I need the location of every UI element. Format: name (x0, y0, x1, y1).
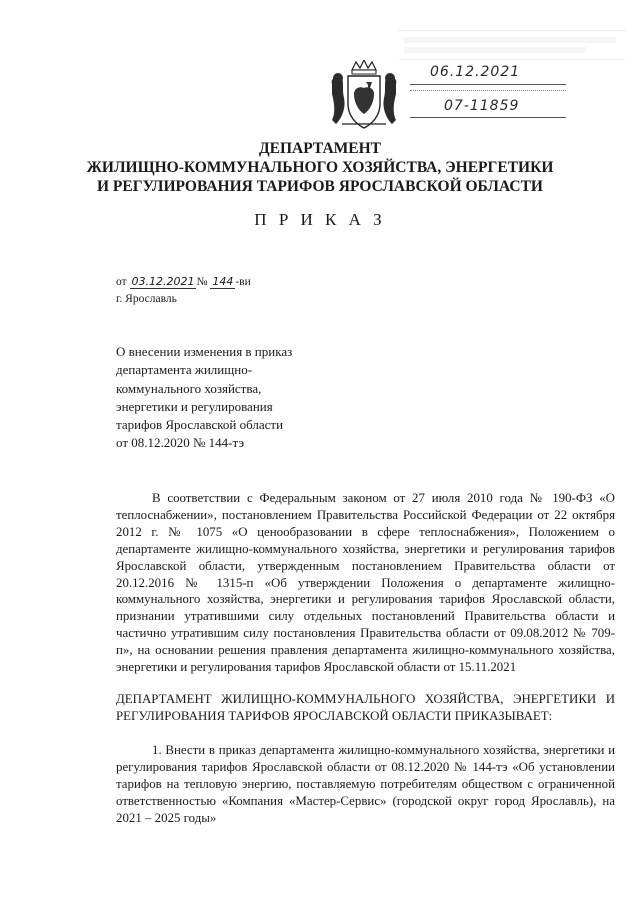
body-paragraph-item1 (116, 742, 615, 827)
registration-stamp (398, 30, 626, 60)
body-paragraph-orders (116, 691, 615, 725)
incoming-number-handwritten: 07-11859 (444, 98, 520, 114)
department-heading-line2: ЖИЛИЩНО-КОММУНАЛЬНОГО ХОЗЯЙСТВА, ЭНЕРГЕТИКИ (86, 159, 554, 176)
document-type-title: П Р И К А З (254, 210, 386, 229)
paragraph-text: В соответствии с Федеральным законом от 27 июля 2010 года № 190-ФЗ «О теплоснабжении», постановлением Правительства Российской Федерации от 22 октября 2012 г. № 1075 «О ценообразовании в сфере теплоснабжения», Положением о департаменте жилищно-коммунального хозяйства, энергетики и регулирования тарифов Ярославской области, утвержденным постановлением Правительства области от 20.12.2016 № 1315-п «Об утверждении Положения о департаменте жилищно-коммунального хозяйства, энергетики и регулирования тарифов Ярославской области, признании утратившими силу отдельных постановлений Правительства области и частично утратившим силу постановления Правительства области от 09.08.2012 № 709-п», на основании решения правления департамента жилищно-коммунального хозяйства, энергетики и регулирования тарифов Ярославской области от 15.11.2021 (116, 491, 615, 675)
subject-line: от 08.12.2020 № 144-тэ (116, 435, 245, 451)
body-paragraph-basis (116, 490, 615, 676)
city: г. Ярославль (116, 293, 177, 305)
order-subject (116, 343, 356, 453)
paragraph-text: ДЕПАРТАМЕНТ ЖИЛИЩНО-КОММУНАЛЬНОГО ХОЗЯЙСТВА, ЭНЕРГЕТИКИ И РЕГУЛИРОВАНИЯ ТАРИФОВ ЯРОСЛАВСКОЙ ОБЛАСТИ ПРИКАЗЫВАЕТ: (116, 692, 615, 723)
department-heading-line1: ДЕПАРТАМЕНТ (258, 140, 382, 157)
from-prefix: от (116, 276, 127, 288)
order-number: 144 (212, 275, 234, 288)
incoming-date-handwritten: 06.12.2021 (430, 64, 521, 80)
subject-line: коммунального хозяйства, (116, 380, 262, 396)
number-prefix: № (196, 276, 208, 288)
registration-line-number (410, 117, 566, 118)
order-date: 03.12.2021 (131, 275, 195, 288)
coat-of-arms-emblem (328, 60, 400, 130)
number-suffix: -ви (235, 276, 251, 288)
subject-line: департамента жилищно- (116, 362, 253, 378)
subject-line: О внесении изменения в приказ (116, 344, 293, 359)
department-heading-line3: И РЕГУЛИРОВАНИЯ ТАРИФОВ ЯРОСЛАВСКОЙ ОБЛАСТИ (97, 178, 543, 195)
registration-line-dotted (410, 90, 566, 91)
subject-line: тарифов Ярославской области (116, 417, 284, 433)
subject-line: энергетики и регулирования (116, 398, 273, 414)
paragraph-text: 1. Внести в приказ департамента жилищно-коммунального хозяйства, энергетики и регулирования тарифов Ярославской области от 08.12.2020 № 144-тэ «Об установлении тарифов на тепловую энергию, поставляемую потребителям обществом с ограниченной ответственностью «Компания «Мастер-Сервис» (городской округ город Ярославль), на 2021 – 2025 годы» (116, 743, 615, 825)
registration-line (410, 84, 566, 85)
order-date-number (116, 275, 251, 289)
